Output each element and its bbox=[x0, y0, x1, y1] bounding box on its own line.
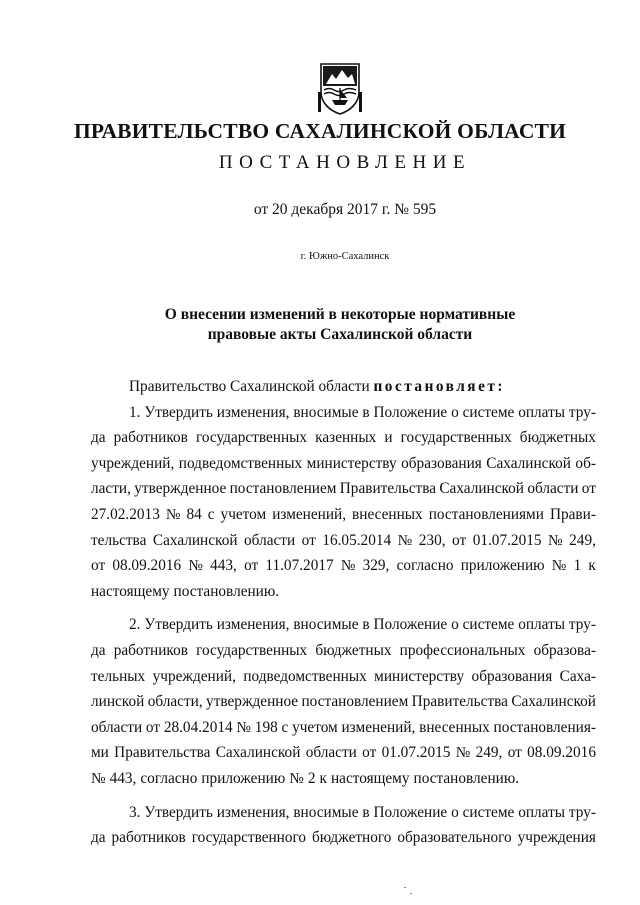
document-subject bbox=[0, 305, 640, 345]
paragraph-line: 1. Утвердить изменения, вносимые в Положение о системе оплаты тру- bbox=[129, 403, 596, 421]
paragraphs-container bbox=[91, 400, 596, 851]
paragraph-line: тельных учреждений, подведомственных министерству образования Саха- bbox=[91, 667, 596, 685]
intro-emphasis: постановляет: bbox=[373, 378, 505, 395]
paragraph-line: да работников государственных бюджетных профессиональных образова- bbox=[91, 641, 596, 659]
paragraph-line: да работников государственных казенных и государственных бюджетных bbox=[91, 429, 596, 447]
paragraph-line: ми Правительства Сахалинской области от 01.07.2015 № 249, от 08.09.2016 bbox=[91, 744, 596, 762]
subject-line: правовые акты Сахалинской области bbox=[207, 326, 473, 343]
paragraph-line: от 08.09.2016 № 443, от 11.07.2017 № 329, согласно приложению № 1 к bbox=[91, 557, 596, 575]
document-date-number: от 20 декабря 2017 г. № 595 bbox=[253, 201, 437, 218]
organization-title: ПРАВИТЕЛЬСТВО САХАЛИНСКОЙ ОБЛАСТИ bbox=[73, 119, 567, 143]
intro-text: Правительство Сахалинской области bbox=[129, 378, 374, 395]
paragraph-line: ласти, утвержденное постановлением Правительства Сахалинской области от bbox=[91, 480, 596, 498]
paragraph-line: № 443, согласно приложению № 2 к настоящему постановлению. bbox=[91, 769, 520, 787]
paragraph-line: тельства Сахалинской области от 16.05.2014 № 230, от 01.07.2015 № 249, bbox=[91, 531, 596, 549]
paragraph-line: линской области, утвержденное постановлением Правительства Сахалинской bbox=[91, 693, 596, 711]
subject-line: О внесении изменений в некоторые нормативные bbox=[164, 306, 516, 323]
coat-of-arms-icon bbox=[318, 62, 362, 116]
paragraph-line: 2. Утвердить изменения, вносимые в Положение о системе оплаты тру- bbox=[129, 616, 596, 634]
paragraph bbox=[91, 800, 596, 851]
paragraph-line: да работников государственного бюджетного образовательного учреждения bbox=[91, 829, 596, 847]
paragraph-line: 27.02.2013 № 84 с учетом изменений, внесенных постановлениями Прави- bbox=[91, 505, 596, 523]
paragraph bbox=[91, 612, 596, 791]
paragraph-line: области от 28.04.2014 № 198 с учетом изменений, внесенных постановления- bbox=[91, 718, 596, 736]
document-type: ПОСТАНОВЛЕНИЕ bbox=[218, 152, 472, 173]
document-body bbox=[91, 374, 596, 851]
paragraph bbox=[91, 400, 596, 605]
intro-line bbox=[91, 374, 596, 400]
scan-speck bbox=[410, 893, 412, 894]
document-city: г. Южно-Сахалинск bbox=[300, 251, 390, 262]
scan-speck bbox=[404, 887, 406, 888]
paragraph-line: настоящему постановлению. bbox=[91, 582, 280, 600]
paragraph-line: 3. Утвердить изменения, вносимые в Положение о системе оплаты тру- bbox=[129, 803, 596, 821]
paragraph-line: учреждений, подведомственных министерству образования Сахалинской об- bbox=[91, 454, 596, 472]
